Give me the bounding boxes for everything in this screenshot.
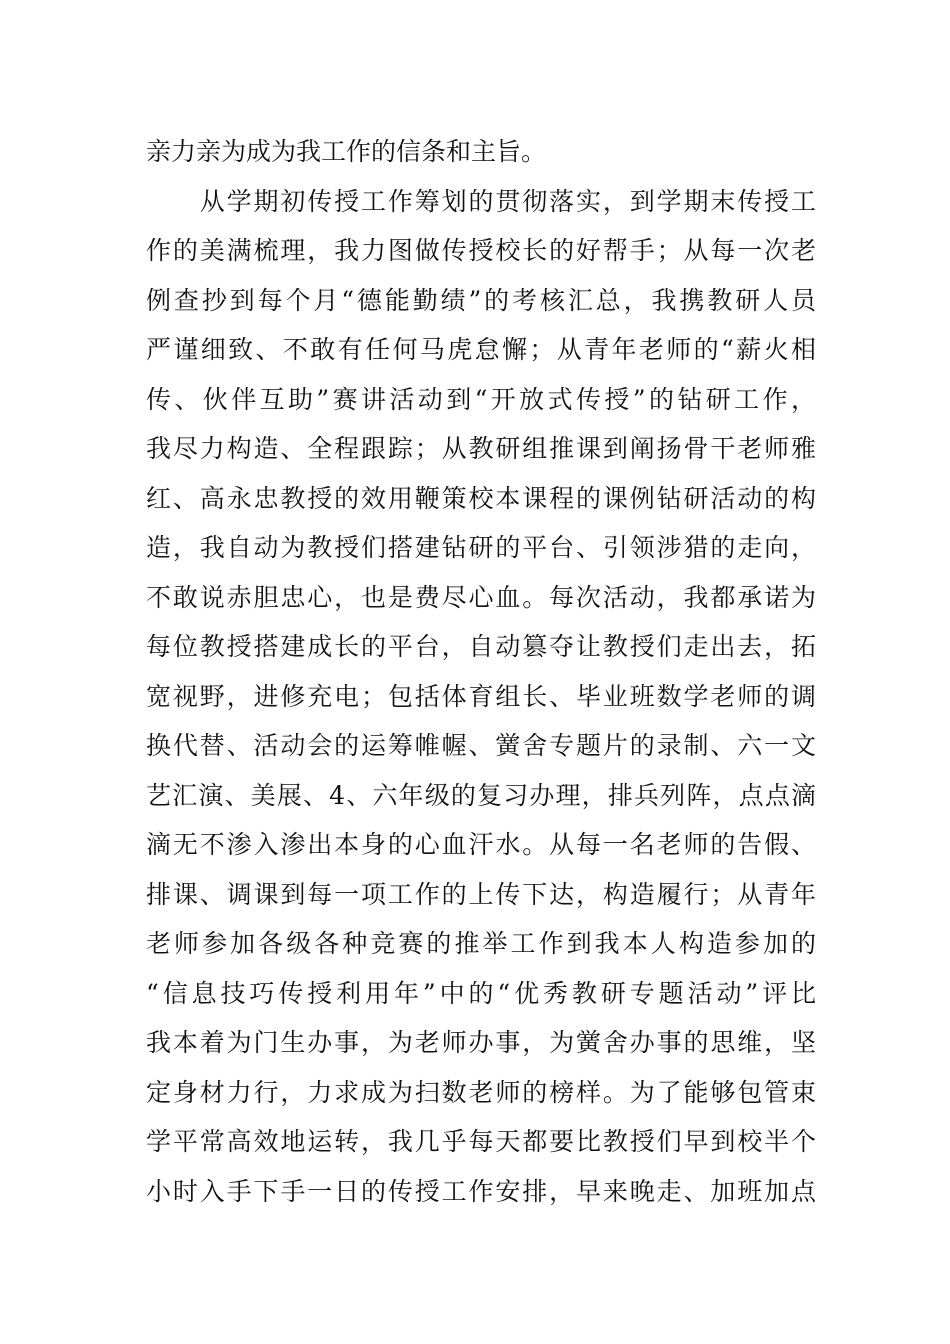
text-line: 每位教授搭建成长的平台，自动篡夺让教授们走出去，拓 <box>146 632 816 661</box>
text-line: 定身材力行，力求成为扫数老师的榜样。为了能够包管束 <box>146 1077 816 1107</box>
text-line: 传、伙伴互助”赛讲活动到“开放式传授”的钻研工作， <box>146 384 816 414</box>
text-line: 例查抄到每个月“德能勤绩”的考核汇总，我携教研人员 <box>146 285 816 315</box>
text-line: 造，我自动为教授们搭建钻研的平台、引领涉猎的走向， <box>146 533 816 562</box>
text-line: 宽视野，进修充电；包括体育组长、毕业班数学老师的调 <box>146 681 816 711</box>
text-line: 我尽力构造、全程跟踪；从教研组推课到阐扬骨干老师雅 <box>146 434 816 463</box>
text-line: 严谨细致、不敢有任何马虎怠懈；从青年老师的“薪火相 <box>146 335 816 364</box>
text-line: 艺汇演、美展、4、六年级的复习办理，排兵列阵，点点滴 <box>146 780 816 810</box>
text-line: 排课、调课到每一项工作的上传下达，构造履行；从青年 <box>146 879 816 909</box>
body-text <box>146 127 816 1216</box>
text-line: 我本着为门生办事，为老师办事，为黉舍办事的思维，坚 <box>146 1028 816 1057</box>
text-line: “信息技巧传授利用年”中的“优秀教研专题活动”评比 <box>146 978 816 1008</box>
text-line: 滴无不渗入渗出本身的心血汗水。从每一名老师的告假、 <box>146 830 816 859</box>
text-line: 作的美满梳理，我力图做传授校长的好帮手；从每一次老 <box>146 236 816 265</box>
text-line: 从学期初传授工作筹划的贯彻落实，到学期末传授工 <box>146 186 816 216</box>
text-line: 老师参加各级各种竞赛的推举工作到我本人构造参加的 <box>146 929 816 958</box>
text-line: 红、高永忠教授的效用鞭策校本课程的课例钻研活动的构 <box>146 483 816 513</box>
text-line: 换代替、活动会的运筹帷幄、黉舍专题片的录制、六一文 <box>146 731 816 760</box>
text-line: 亲力亲为成为我工作的信条和主旨。 <box>146 137 547 166</box>
text-line: 学平常高效地运转，我几乎每天都要比教授们早到校半个 <box>146 1127 816 1156</box>
text-line: 小时入手下手一日的传授工作安排，早来晚走、加班加点 <box>146 1176 816 1206</box>
text-line: 不敢说赤胆忠心，也是费尽心血。每次活动，我都承诺为 <box>146 582 816 612</box>
